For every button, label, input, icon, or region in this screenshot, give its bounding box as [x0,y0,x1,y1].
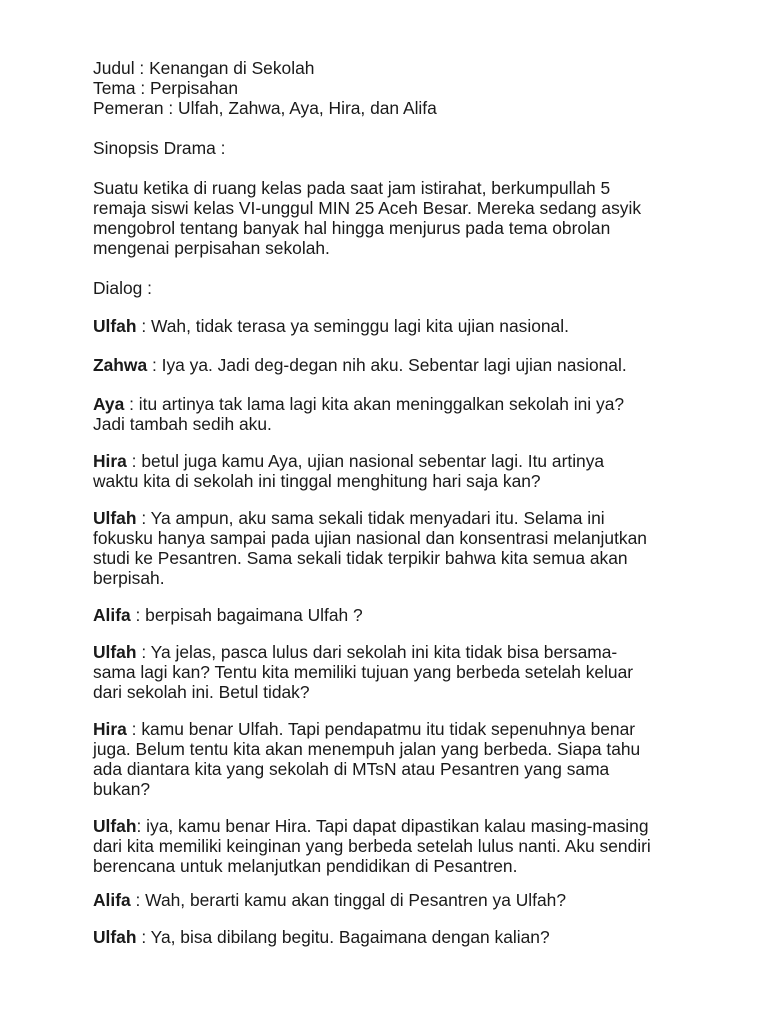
dialog-continuation-line: berencana untuk melanjutkan pendidikan di Pesantren. [93,856,518,876]
dialog-first-line [93,316,693,336]
dialog-first-line [93,451,693,471]
dialog-continuation-line: berpisah. [93,568,165,588]
speaker-name: Hira [93,719,127,739]
dialog-text: : Wah, tidak terasa ya seminggu lagi kita ujian nasional. [136,316,569,336]
dialog-entry [93,642,693,702]
synopsis-paragraph [93,178,693,258]
dialog-entry [93,451,693,491]
title-line: Judul : Kenangan di Sekolah [93,58,315,78]
dialog-continuation-line: sama lagi kan? Tentu kita memiliki tujuan yang berbeda setelah keluar [93,662,634,682]
dialog-entry [93,508,693,588]
dialog-first-line [93,508,693,528]
dialog-continuation-line: waktu kita di sekolah ini tinggal menghitung hari saja kan? [93,471,541,491]
synopsis-line: Suatu ketika di ruang kelas pada saat jam istirahat, berkumpullah 5 [93,178,611,198]
dialog-continuation-line: Jadi tambah sedih aku. [93,414,272,434]
dialog-entry [93,890,693,910]
dialog-heading: Dialog : [93,278,152,298]
dialog-text: : Ya, bisa dibilang begitu. Bagaimana dengan kalian? [136,927,550,947]
dialog-list [93,316,693,947]
dialog-text: : iya, kamu benar Hira. Tapi dapat dipastikan kalau masing-masing [136,816,649,836]
synopsis-line: mengenai perpisahan sekolah. [93,238,330,258]
speaker-name: Ulfah [93,816,137,836]
dialog-first-line [93,355,693,375]
dialog-text: : Wah, berarti kamu akan tinggal di Pesantren ya Ulfah? [130,890,567,910]
speaker-name: Alifa [93,605,131,625]
speaker-name: Zahwa [93,355,148,375]
synopsis-line: mengobrol tentang banyak hal hingga menjurus pada tema obrolan [93,218,611,238]
speaker-name: Ulfah [93,316,137,336]
dialog-entry [93,816,693,876]
synopsis-heading-block [93,138,693,158]
dialog-first-line [93,927,693,947]
dialog-text: : betul juga kamu Aya, ujian nasional sebentar lagi. Itu artinya [126,451,605,471]
dialog-continuation-line: studi ke Pesantren. Sama sekali tidak terpikir bahwa kita semua akan [93,548,628,568]
synopsis-line: remaja siswi kelas VI-unggul MIN 25 Aceh Besar. Mereka sedang asyik [93,198,642,218]
speaker-name: Aya [93,394,125,414]
dialog-continuation-line: ada diantara kita yang sekolah di MTsN atau Pesantren yang sama [93,759,610,779]
header-block [93,58,693,118]
dialog-continuation-line: dari kita memiliki keinginan yang berbeda setelah lulus nanti. Aku sendiri [93,836,651,856]
dialog-first-line [93,816,693,836]
cast-line: Pemeran : Ulfah, Zahwa, Aya, Hira, dan Alifa [93,98,437,118]
dialog-text: : Ya ampun, aku sama sekali tidak menyadari itu. Selama ini [136,508,605,528]
theme-line: Tema : Perpisahan [93,78,239,98]
dialog-entry [93,927,693,947]
dialog-first-line [93,642,693,662]
dialog-heading-block [93,278,693,298]
speaker-name: Ulfah [93,508,137,528]
dialog-first-line [93,394,693,414]
dialog-text: : kamu benar Ulfah. Tapi pendapatmu itu tidak sepenuhnya benar [126,719,636,739]
dialog-entry [93,316,693,336]
dialog-text: : Iya ya. Jadi deg-degan nih aku. Sebentar lagi ujian nasional. [147,355,627,375]
dialog-text: : itu artinya tak lama lagi kita akan meninggalkan sekolah ini ya? [124,394,625,414]
dialog-entry [93,355,693,375]
dialog-continuation-line: dari sekolah ini. Betul tidak? [93,682,310,702]
dialog-first-line [93,719,693,739]
speaker-name: Ulfah [93,927,137,947]
document-page [93,58,693,947]
dialog-continuation-line: fokusku hanya sampai pada ujian nasional dan konsentrasi melanjutkan [93,528,647,548]
synopsis-heading: Sinopsis Drama : [93,138,226,158]
speaker-name: Hira [93,451,127,471]
dialog-entry [93,719,693,799]
dialog-continuation-line: juga. Belum tentu kita akan menempuh jalan yang berbeda. Siapa tahu [93,739,641,759]
dialog-text: : Ya jelas, pasca lulus dari sekolah ini kita tidak bisa bersama- [136,642,618,662]
dialog-first-line [93,605,693,625]
dialog-first-line [93,890,693,910]
dialog-entry [93,394,693,434]
speaker-name: Ulfah [93,642,137,662]
dialog-text: : berpisah bagaimana Ulfah ? [130,605,363,625]
dialog-entry [93,605,693,625]
speaker-name: Alifa [93,890,131,910]
dialog-continuation-line: bukan? [93,779,151,799]
